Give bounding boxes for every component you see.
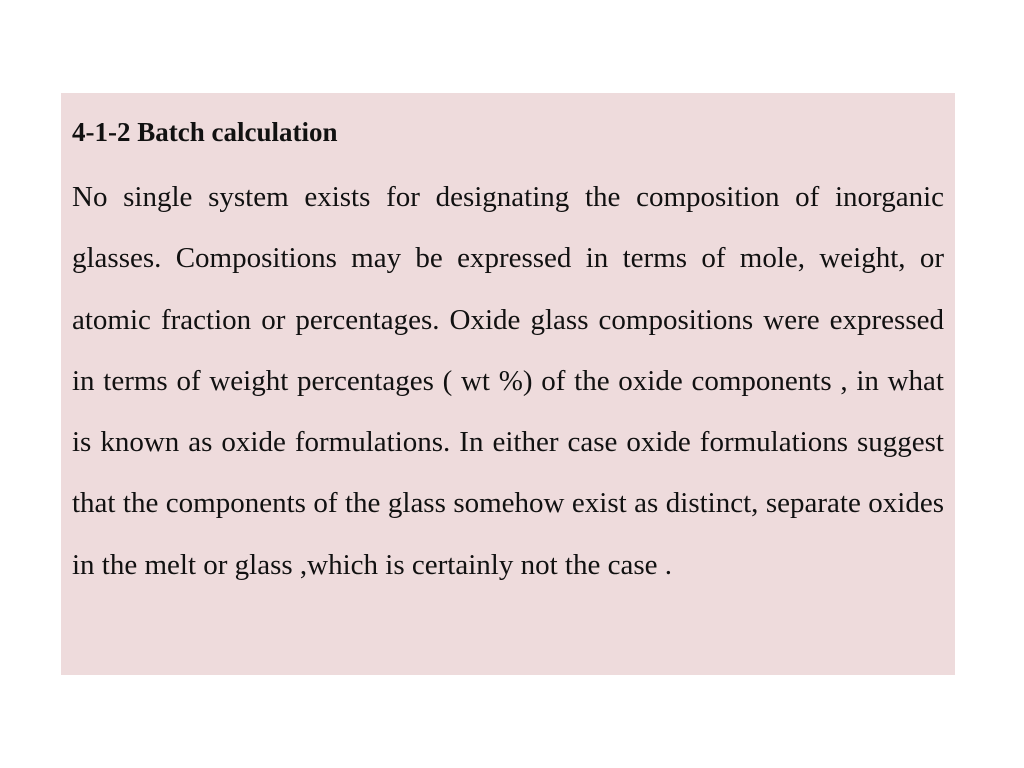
content-box bbox=[61, 93, 955, 675]
section-heading: 4-1-2 Batch calculation bbox=[72, 117, 338, 147]
body-paragraph: No single system exists for designating the composition of inorganic glasses. Compositions may be expressed in terms of mole, weight, or atomic fraction or percentages. Oxide glass compositions were expressed in terms of weight percentages ( wt %) of the oxide components , in what is known as oxide formulations. In either case oxide formulations suggest that the components of the glass somehow exist as distinct, separate oxides in the melt or glass ,which is certainly not the case . bbox=[72, 181, 944, 581]
